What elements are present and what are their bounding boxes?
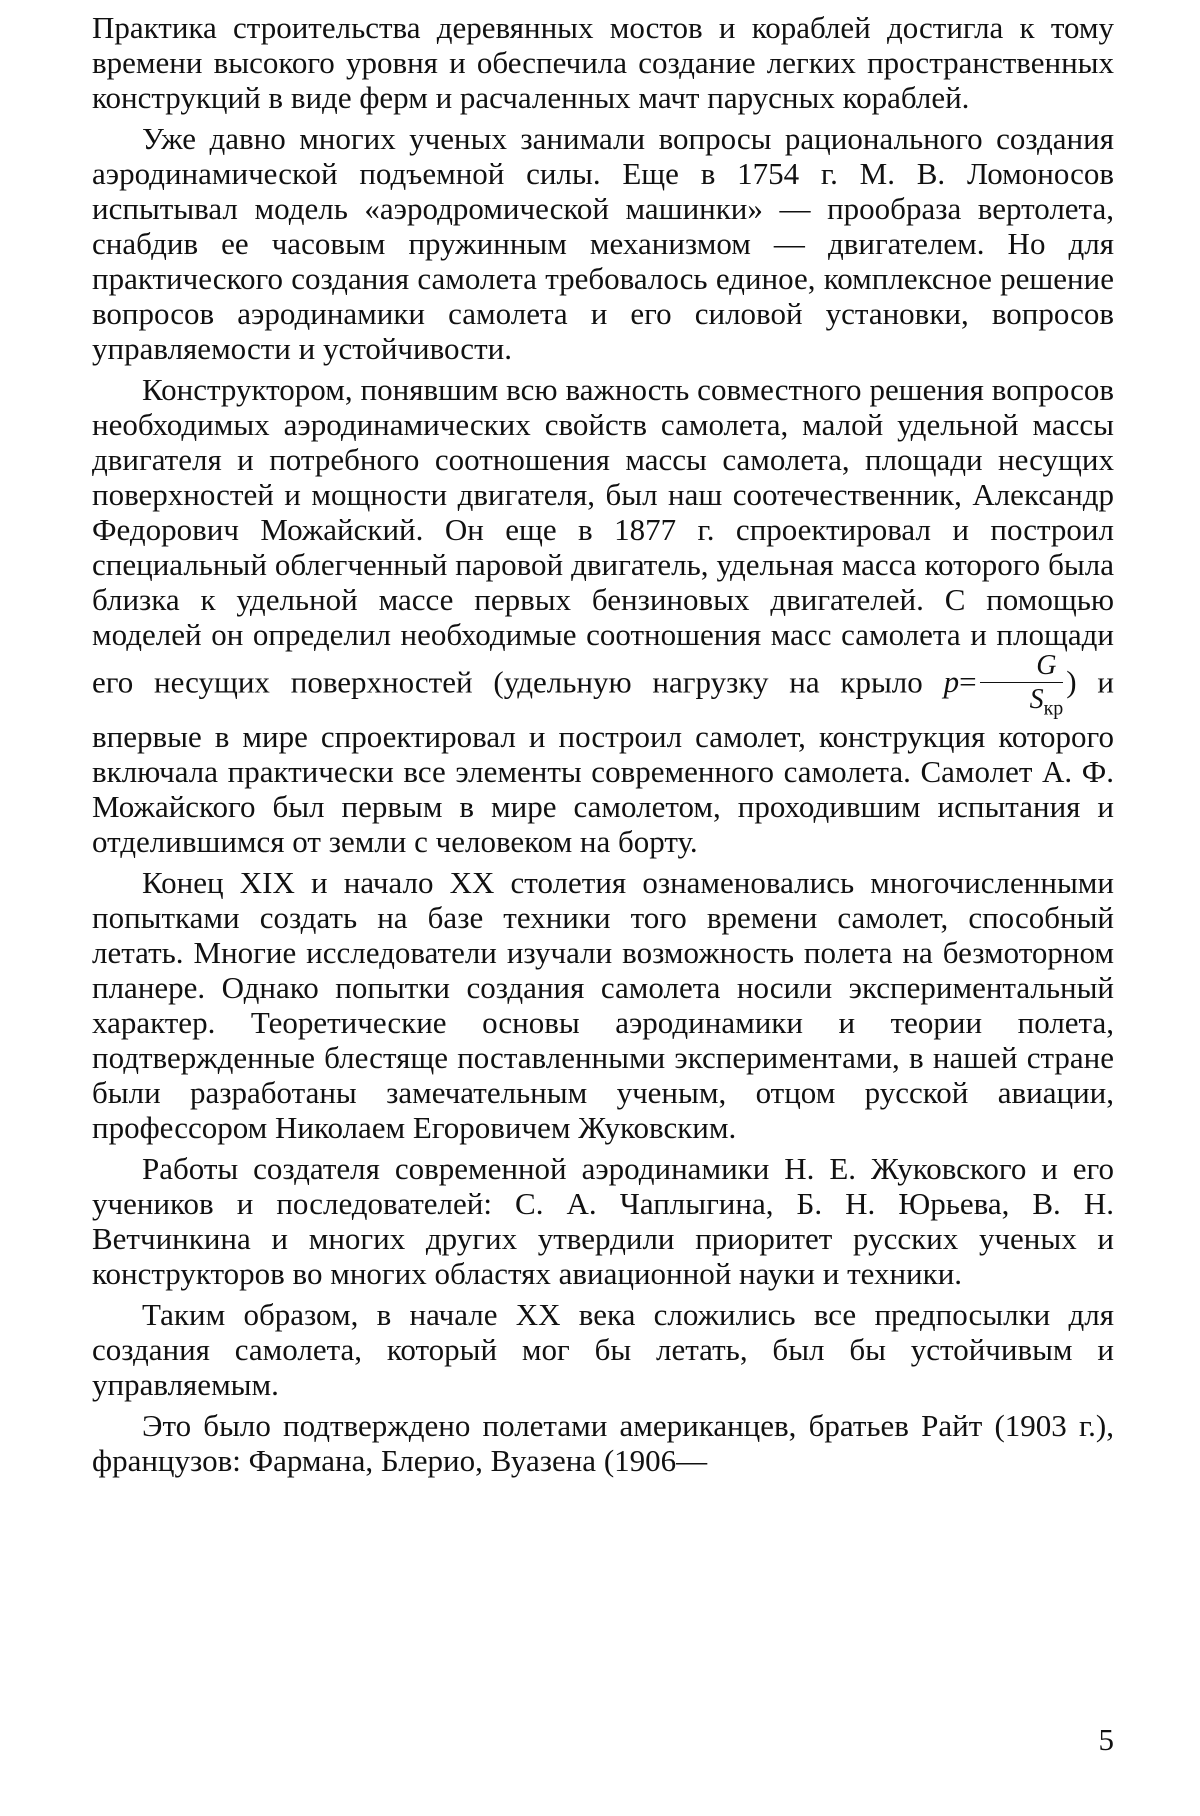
paragraph-3 <box>92 372 1114 859</box>
paragraph-2: Уже давно многих ученых занимали вопросы рационального создания аэродинамической подъемной силы. Еще в 1754 г. М. В. Ломоносов испытывал модель «аэродромической машинки» — прообраза вертолета, снабдив ее часовым пружинным механизмом — двигателем. Но для практического создания самолета требовалось единое, комплексное решение вопросов аэродинамики самолета и его силовой установки, вопросов управляемости и устойчивости. <box>92 121 1114 366</box>
formula-denominator-symbol: S <box>1029 684 1044 715</box>
formula-fraction <box>980 652 1064 719</box>
paragraph-7: Это было подтверждено полетами американцев, братьев Райт (1903 г.), французов: Фармана, Блерио, Вуазена (1906— <box>92 1407 1114 1478</box>
paragraph-1: Практика строительства деревянных мостов и кораблей достигла к тому времени высокого уровня и обеспечила создание легких пространственных конструкций в виде ферм и расчаленных мачт парусных кораблей. <box>92 10 1114 115</box>
formula-equals: = <box>959 664 977 700</box>
formula-denominator <box>980 683 1064 719</box>
paragraph-4: Конец XIX и начало XX столетия ознаменовались многочисленными попытками создать на базе техники того времени самолет, способный летать. Многие исследователи изучали возможность полета на безмоторном планере. Однако попытки создания самолета носили экспериментальный характер. Теоретические основы аэродинамики и теории полета, подтвержденные блестяще поставленными экспериментами, в нашей стране были разработаны замечательным ученым, отцом русской авиации, профессором Николаем Егоровичем Жуковским. <box>92 864 1114 1145</box>
wing-loading-formula <box>943 650 1077 720</box>
formula-close-paren: ) <box>1066 664 1077 700</box>
paragraph-3-text-before: Конструктором, понявшим всю важность совместного решения вопросов необходимых аэродинамических свойств самолета, малой удельной массы двигателя и потребного соотношения массы самолета, площади несущих поверхностей и мощности двигателя, был наш соотечественник, Александр Федорович Можайский. Он еще в 1877 г. спроектировал и построил специальный облегченный паровой двигатель, удельная масса которого была близка к удельной массе первых бензиновых двигателей. С помощью моделей он определил необходимые соотношения масс самолета и площади его несущих поверхностей (удельную нагрузку на крыло <box>92 372 1114 700</box>
paragraph-3-text-after: и впервые в мире спроектировал и построил самолет, конструкция которого включала практически все элементы современного самолета. Самолет А. Ф. Можайского был первым в мире самолетом, проходившим испытания и отделившимся от земли с человеком на борту. <box>92 664 1115 859</box>
paragraph-5: Работы создателя современной аэродинамики Н. Е. Жуковского и его учеников и последователей: С. А. Чаплыгина, Б. Н. Юрьева, В. Н. Ветчинкина и многих других утвердили приоритет русских ученых и конструкторов во многих областях авиационной науки и техники. <box>92 1150 1114 1291</box>
formula-lhs: p <box>943 664 960 700</box>
text-block <box>92 10 1114 1478</box>
formula-numerator: G <box>980 652 1064 683</box>
page-number: 5 <box>1098 1722 1114 1757</box>
formula-denominator-subscript: кр <box>1043 697 1064 720</box>
paragraph-6: Таким образом, в начале XX века сложились все предпосылки для создания самолета, который мог бы летать, был бы устойчивым и управляемым. <box>92 1296 1114 1402</box>
